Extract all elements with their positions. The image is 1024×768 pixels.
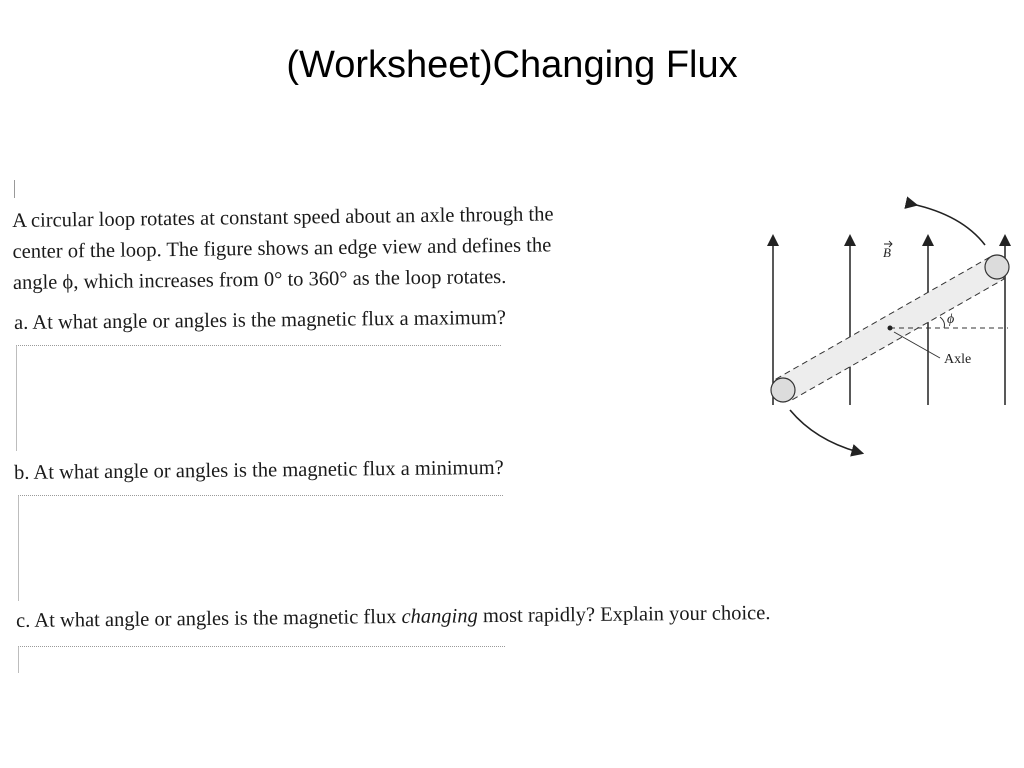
- answer-box-a[interactable]: [16, 345, 501, 451]
- axle-point: [888, 326, 893, 331]
- intro-line-2: center of the loop. The figure shows an edge view and defines the: [12, 234, 552, 263]
- axle-pointer: [894, 332, 940, 358]
- answer-box-c[interactable]: [18, 646, 505, 673]
- rotation-arrow-top: [912, 204, 985, 245]
- intro-line-3: angle ϕ, which increases from 0° to 360° as the loop rotates.: [12, 265, 507, 294]
- intro-line-1: A circular loop rotates at constant speed about an axle through the: [12, 203, 554, 232]
- question-c-end: most rapidly? Explain your choice.: [477, 602, 771, 628]
- scan-mark: [14, 180, 15, 198]
- answer-box-b[interactable]: [18, 495, 503, 601]
- axle-label: Axle: [944, 352, 972, 367]
- question-c-emphasis: changing: [401, 605, 478, 628]
- question-c-start: c. At what angle or angles is the magnetic flux: [16, 605, 402, 632]
- angle-label: ϕ: [947, 312, 955, 327]
- rotating-loop-figure: [760, 190, 1020, 460]
- problem-intro: [12, 197, 733, 299]
- field-label: B: [883, 245, 891, 260]
- angle-arc: [940, 317, 945, 328]
- question-a: a. At what angle or angles is the magnetic flux a maximum?: [14, 306, 507, 334]
- loop-end-bottom: [771, 378, 795, 402]
- rotation-arrow-bottom: [790, 410, 858, 452]
- question-b: b. At what angle or angles is the magnetic flux a minimum?: [14, 456, 504, 484]
- loop-end-top: [985, 255, 1009, 279]
- page-title: (Worksheet)Changing Flux: [286, 44, 738, 86]
- question-c: [16, 602, 771, 633]
